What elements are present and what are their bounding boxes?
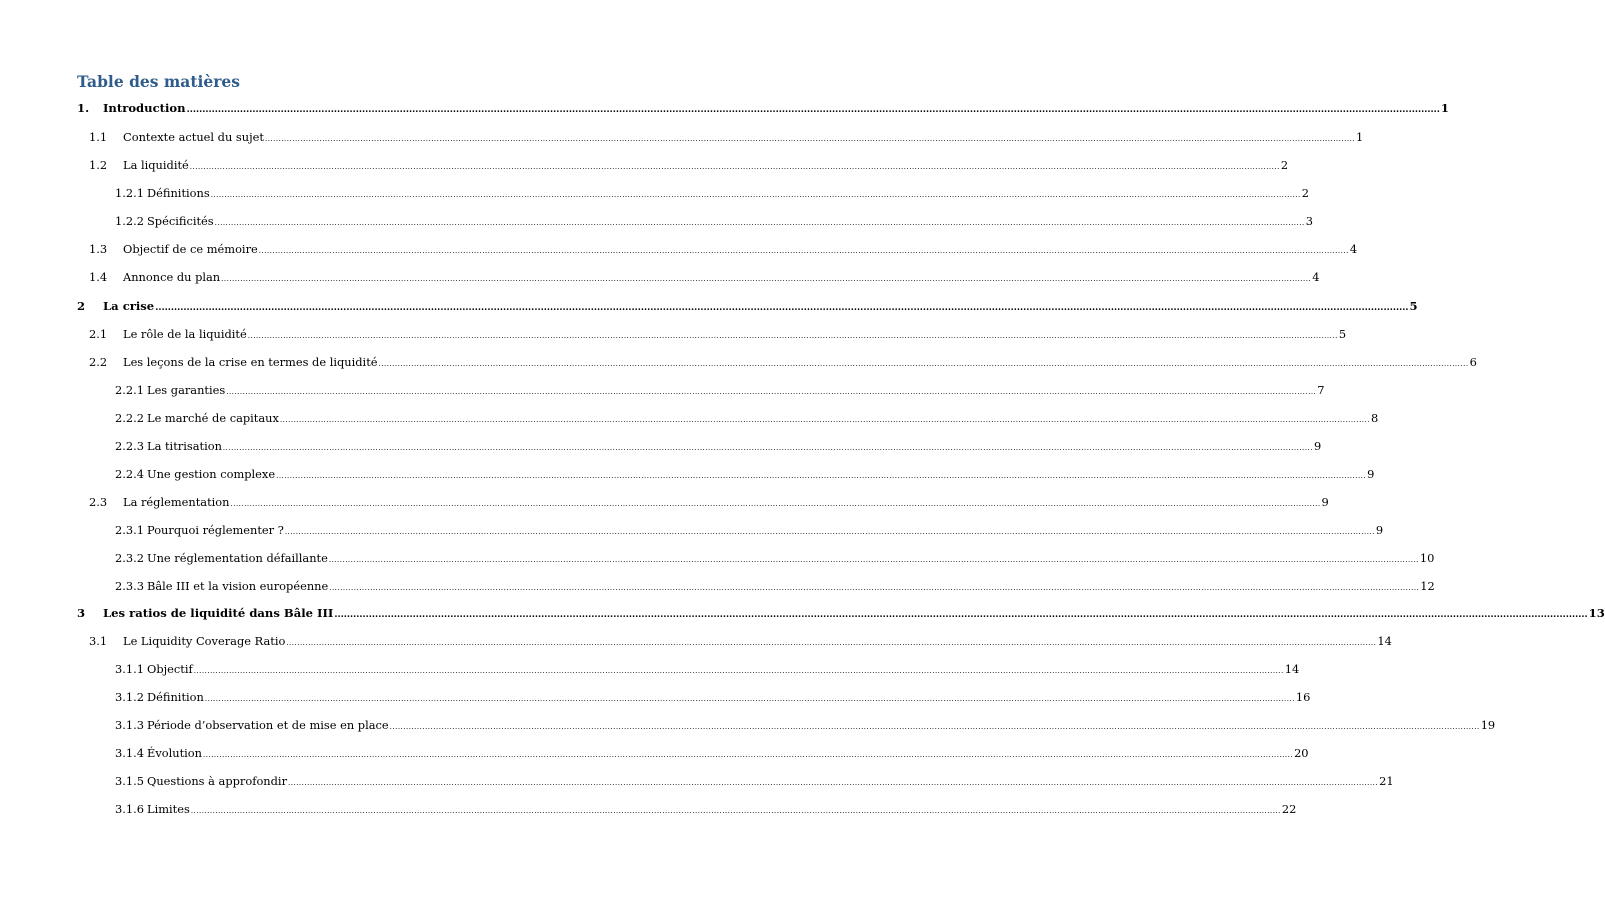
toc-entry-title: Les leçons de la crise en termes de liquidité bbox=[123, 355, 378, 369]
toc-entry[interactable] bbox=[115, 744, 1309, 762]
toc-entry-number: 2.1 bbox=[89, 327, 108, 341]
toc-entry[interactable] bbox=[77, 99, 1449, 117]
dot-leader: ................................................................................................................................................................................................................................................................................................................................................................................................................ bbox=[247, 332, 1338, 340]
toc-entry-title: Introduction bbox=[103, 101, 186, 115]
toc-entry-number: 1.2.1 bbox=[115, 186, 144, 200]
dot-leader: ................................................................................................................................................................................................................................................................................................................................................................................................................ bbox=[190, 807, 1281, 815]
dot-leader: ................................................................................................................................................................................................................................................................................................................................................................................................................ bbox=[264, 135, 1356, 143]
toc-entry-page: 9 bbox=[1321, 495, 1329, 509]
toc-entry[interactable] bbox=[89, 268, 1320, 286]
toc-entry-title: Les garanties bbox=[147, 383, 226, 397]
toc-entry-number: 2.3 bbox=[89, 495, 108, 509]
toc-entry[interactable] bbox=[115, 409, 1379, 427]
toc-entry[interactable] bbox=[77, 297, 1418, 315]
toc-entry-page: 16 bbox=[1295, 690, 1311, 704]
toc-entry[interactable] bbox=[89, 240, 1358, 258]
toc-entry-page: 1 bbox=[1440, 101, 1449, 115]
toc-entry-title: Objectif bbox=[147, 662, 193, 676]
dot-leader: ................................................................................................................................................................................................................................................................................................................................................................................................................ bbox=[210, 191, 1301, 199]
toc-entry[interactable] bbox=[77, 604, 1605, 622]
toc-entry-title: Bâle III et la vision européenne bbox=[147, 579, 329, 593]
dot-leader: ................................................................................................................................................................................................................................................................................................................................................................................................................ bbox=[204, 695, 1295, 703]
toc-entry[interactable] bbox=[89, 325, 1347, 343]
toc-entry[interactable] bbox=[115, 716, 1496, 734]
toc-entry[interactable] bbox=[115, 465, 1375, 483]
toc-entry-page: 6 bbox=[1469, 355, 1477, 369]
toc-entry-title: Limites bbox=[147, 802, 190, 816]
dot-leader: ................................................................................................................................................................................................................................................................................................................................................................................................................ bbox=[221, 275, 1312, 283]
toc-entry-page: 13 bbox=[1588, 606, 1605, 620]
toc-entry-page: 9 bbox=[1375, 523, 1384, 537]
dot-leader: ................................................................................................................................................................................................................................................................................................................................................................................................................ bbox=[284, 528, 1375, 536]
toc-entry-page: 1 bbox=[1356, 130, 1364, 144]
toc-entry[interactable] bbox=[115, 772, 1394, 790]
toc-entry-number: 2.2.4 bbox=[115, 467, 144, 481]
dot-leader: ................................................................................................................................................................................................................................................................................................................................................................................................................ bbox=[389, 723, 1480, 731]
toc-entry-page: 5 bbox=[1409, 299, 1418, 313]
dot-leader: ................................................................................................................................................................................................................................................................................................................................................................................................................ bbox=[193, 667, 1284, 675]
toc-entry-number: 3.1 bbox=[89, 634, 108, 648]
toc-entry-title: La titrisation bbox=[147, 439, 222, 453]
toc-entry-title: Définitions bbox=[147, 186, 210, 200]
toc-entry[interactable] bbox=[115, 688, 1311, 706]
toc-entry-page: 9 bbox=[1367, 467, 1375, 481]
toc-entry-number: 2.2 bbox=[89, 355, 108, 369]
toc-entry-number: 2.2.1 bbox=[115, 383, 144, 397]
dot-leader: ................................................................................................................................................................................................................................................................................................................................................................................................................ bbox=[230, 500, 1321, 508]
toc-entry[interactable] bbox=[115, 437, 1322, 455]
dot-leader: ................................................................................................................................................................................................................................................................................................................................................................................................................ bbox=[214, 219, 1305, 227]
dot-leader: ................................................................................................................................................................................................................................................................................................................................................................................................................ bbox=[334, 610, 1588, 620]
toc-entry-title: Le marché de capitaux bbox=[147, 411, 279, 425]
toc-entry-number: 2.3.1 bbox=[115, 523, 144, 537]
toc-entry[interactable] bbox=[89, 632, 1392, 650]
toc-entry-page: 10 bbox=[1419, 551, 1435, 565]
toc-entry-number: 2.2.2 bbox=[115, 411, 144, 425]
toc-entry-title: Objectif de ce mémoire bbox=[123, 242, 258, 256]
toc-entry-number: 2.3.2 bbox=[115, 551, 144, 565]
toc-entry[interactable] bbox=[115, 381, 1325, 399]
toc-entry-number: 1.2.2 bbox=[115, 214, 144, 228]
toc-entry-number: 1. bbox=[77, 101, 90, 115]
toc-entry-number: 3.1.1 bbox=[115, 662, 144, 676]
toc-entry[interactable] bbox=[89, 353, 1477, 371]
toc-entry-title: Le rôle de la liquidité bbox=[123, 327, 247, 341]
toc-entry-number: 2.2.3 bbox=[115, 439, 144, 453]
toc-entry-page: 14 bbox=[1377, 634, 1392, 648]
toc-entry-page: 14 bbox=[1284, 662, 1300, 676]
toc-entry-page: 4 bbox=[1349, 242, 1358, 256]
dot-leader: ................................................................................................................................................................................................................................................................................................................................................................................................................ bbox=[378, 360, 1469, 368]
toc-entry-title: Une réglementation défaillante bbox=[147, 551, 328, 565]
toc-entry-title: Spécificités bbox=[147, 214, 214, 228]
toc-entry-page: 5 bbox=[1338, 327, 1347, 341]
toc-entry-page: 2 bbox=[1301, 186, 1310, 200]
toc-entry-number: 3.1.4 bbox=[115, 746, 144, 760]
dot-leader: ................................................................................................................................................................................................................................................................................................................................................................................................................ bbox=[328, 556, 1419, 564]
toc-entry[interactable] bbox=[115, 660, 1300, 678]
dot-leader: ................................................................................................................................................................................................................................................................................................................................................................................................................ bbox=[276, 472, 1367, 480]
toc-entry-title: Questions à approfondir bbox=[147, 774, 288, 788]
toc-entry[interactable] bbox=[89, 493, 1329, 511]
toc-entry-title: Pourquoi réglementer ? bbox=[147, 523, 284, 537]
toc-entry-number: 2 bbox=[77, 299, 86, 313]
toc-entry-page: 12 bbox=[1420, 579, 1435, 593]
toc-entry-title: Annonce du plan bbox=[123, 270, 221, 284]
toc-entry[interactable] bbox=[115, 549, 1435, 567]
toc-entry-title: La crise bbox=[103, 299, 155, 313]
toc-entry-page: 2 bbox=[1280, 158, 1289, 172]
toc-entry-title: Évolution bbox=[147, 746, 203, 760]
toc-entry-number: 1.4 bbox=[89, 270, 108, 284]
toc-entry-number: 3 bbox=[77, 606, 86, 620]
toc-entry-page: 4 bbox=[1312, 270, 1320, 284]
toc-entry-title: Le Liquidity Coverage Ratio bbox=[123, 634, 286, 648]
toc-entry-number: 2.3.3 bbox=[115, 579, 144, 593]
toc-entry-number: 3.1.6 bbox=[115, 802, 144, 816]
dot-leader: ................................................................................................................................................................................................................................................................................................................................................................................................................ bbox=[258, 247, 1349, 255]
toc-entry-number: 3.1.5 bbox=[115, 774, 144, 788]
dot-leader: ................................................................................................................................................................................................................................................................................................................................................................................................................ bbox=[155, 303, 1409, 313]
toc-entry-title: Contexte actuel du sujet bbox=[123, 130, 264, 144]
toc-entry[interactable] bbox=[115, 800, 1297, 818]
toc-entry-title: La liquidité bbox=[123, 158, 189, 172]
dot-leader: ................................................................................................................................................................................................................................................................................................................................................................................................................ bbox=[226, 388, 1317, 396]
toc-entry-number: 3.1.3 bbox=[115, 718, 144, 732]
toc-heading: Table des matières bbox=[77, 72, 241, 91]
dot-leader: ................................................................................................................................................................................................................................................................................................................................................................................................................ bbox=[203, 751, 1294, 759]
dot-leader: ................................................................................................................................................................................................................................................................................................................................................................................................................ bbox=[186, 105, 1440, 115]
toc-entry[interactable] bbox=[115, 521, 1384, 539]
toc-entry-page: 20 bbox=[1294, 746, 1309, 760]
dot-leader: ................................................................................................................................................................................................................................................................................................................................................................................................................ bbox=[189, 163, 1280, 171]
toc-entry-page: 9 bbox=[1313, 439, 1322, 453]
toc-entry[interactable] bbox=[115, 212, 1313, 230]
toc-entry-title: Période d’observation et de mise en place bbox=[147, 718, 389, 732]
toc-entry-title: Les ratios de liquidité dans Bâle III bbox=[103, 606, 334, 620]
dot-leader: ................................................................................................................................................................................................................................................................................................................................................................................................................ bbox=[222, 444, 1313, 452]
toc-entry-number: 1.2 bbox=[89, 158, 108, 172]
toc-entry-page: 21 bbox=[1379, 774, 1394, 788]
toc-entry-number: 1.1 bbox=[89, 130, 108, 144]
dot-leader: ................................................................................................................................................................................................................................................................................................................................................................................................................ bbox=[329, 584, 1420, 592]
toc-entry-page: 19 bbox=[1480, 718, 1496, 732]
dot-leader: ................................................................................................................................................................................................................................................................................................................................................................................................................ bbox=[279, 416, 1370, 424]
toc-entry[interactable] bbox=[89, 156, 1289, 174]
toc-entry[interactable] bbox=[89, 128, 1364, 146]
toc-entry-title: La réglementation bbox=[123, 495, 230, 509]
toc-entry-page: 7 bbox=[1317, 383, 1325, 397]
toc-entry-page: 8 bbox=[1370, 411, 1379, 425]
toc-entry-title: Une gestion complexe bbox=[147, 467, 276, 481]
dot-leader: ................................................................................................................................................................................................................................................................................................................................................................................................................ bbox=[286, 639, 1377, 647]
toc-entry-number: 1.3 bbox=[89, 242, 108, 256]
toc-entry-number: 3.1.2 bbox=[115, 690, 144, 704]
toc-entry[interactable] bbox=[115, 577, 1435, 595]
toc-entry[interactable] bbox=[115, 184, 1310, 202]
toc-entry-title: Définition bbox=[147, 690, 204, 704]
dot-leader: ................................................................................................................................................................................................................................................................................................................................................................................................................ bbox=[288, 779, 1379, 787]
toc-entry-page: 3 bbox=[1305, 214, 1313, 228]
toc-entry-page: 22 bbox=[1281, 802, 1297, 816]
